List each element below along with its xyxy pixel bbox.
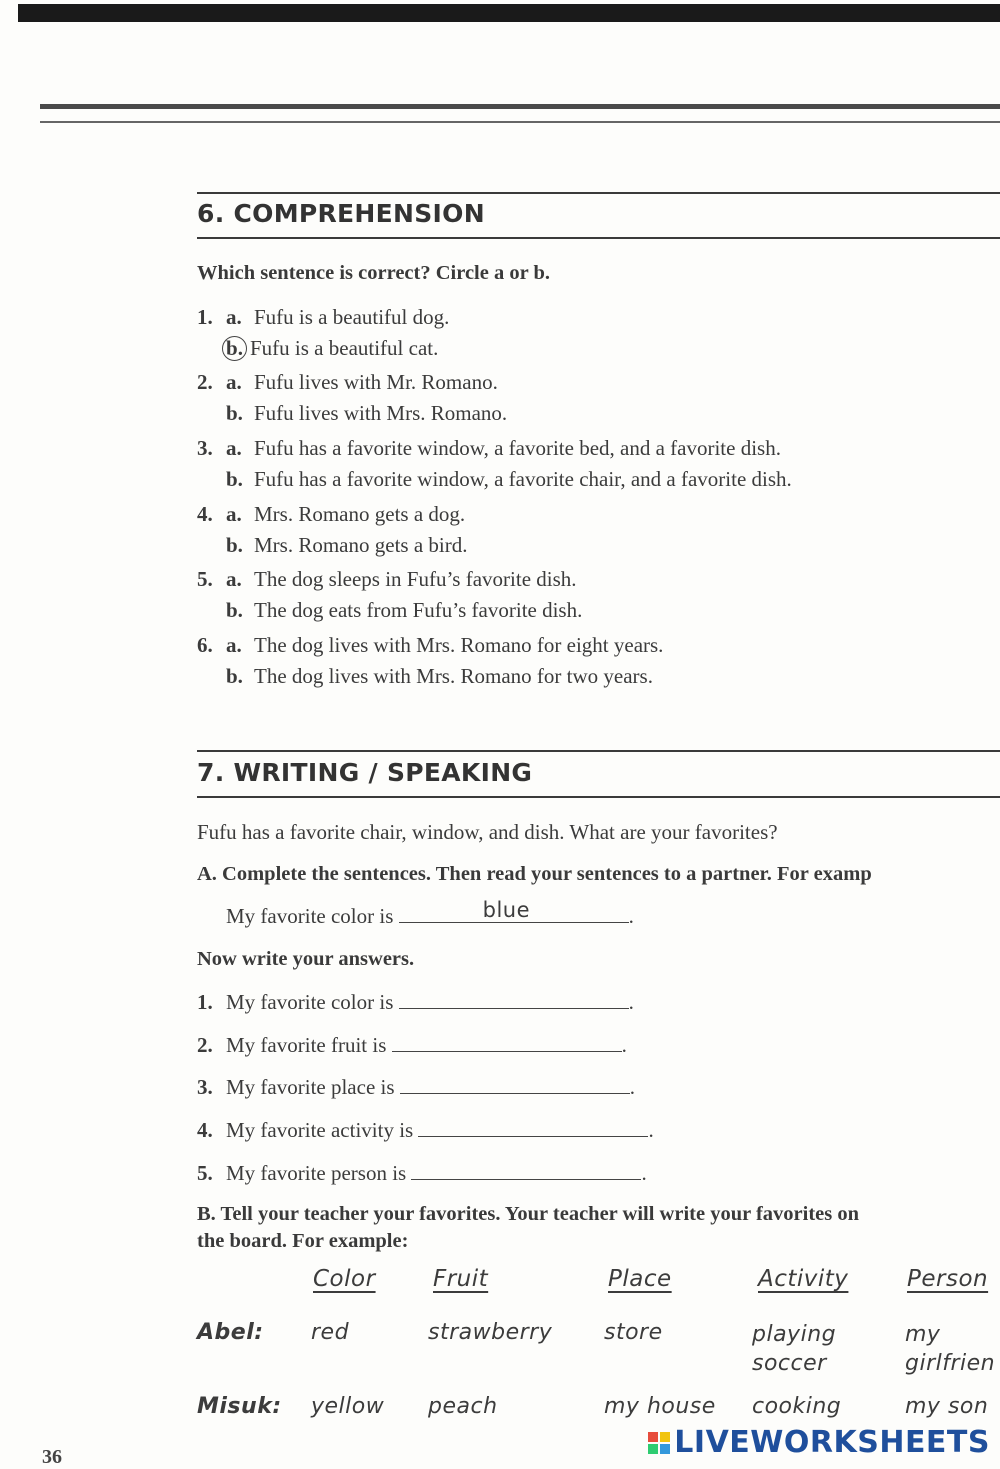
now-write-label: Now write your answers. (197, 948, 415, 970)
header-rule-thin (40, 121, 1000, 123)
question-6-b[interactable] (226, 664, 653, 689)
option-a-label: a. (226, 502, 242, 526)
option-a-text: Fufu has a favorite window, a favorite bed, and a favorite dish. (254, 436, 781, 460)
cell-misuk-color: yellow (311, 1394, 385, 1419)
header-activity: Activity (758, 1266, 849, 1292)
cell-abel-place: store (604, 1320, 663, 1345)
question-3-b[interactable] (226, 467, 792, 492)
option-b-text: Fufu has a favorite window, a favorite chair, and a favorite dish. (254, 467, 792, 491)
answer-row-activity: 4. My favorite activity is . (197, 1118, 654, 1142)
option-b-text: The dog lives with Mrs. Romano for two years. (254, 664, 653, 688)
cell-abel-color: red (311, 1320, 350, 1345)
option-a-label: a. (226, 436, 242, 460)
answer-row-place: 3. My favorite place is . (197, 1075, 636, 1099)
circled-answer-b: b. (222, 336, 247, 361)
question-4-a[interactable] (197, 502, 465, 527)
option-b-text: The dog eats from Fufu’s favorite dish. (254, 598, 583, 622)
question-1-b[interactable] (226, 336, 438, 361)
section7-bottom-rule (197, 796, 1000, 798)
section7-top-rule (197, 750, 1000, 752)
question-5-a[interactable] (197, 567, 577, 592)
liveworksheets-logo-icon (648, 1432, 670, 1454)
question-3-a[interactable] (197, 436, 781, 461)
answer-number: 4. (197, 1118, 213, 1142)
header-color: Color (313, 1266, 376, 1292)
question-5-b[interactable] (226, 598, 582, 623)
cell-misuk-person: my son (905, 1394, 989, 1419)
row-name-misuk: Misuk: (197, 1394, 282, 1419)
section6-bottom-rule (197, 237, 1000, 239)
top-border-bar (18, 4, 1000, 22)
answer-prompt: My favorite activity is (226, 1118, 414, 1142)
option-b-text: Fufu lives with Mrs. Romano. (254, 401, 508, 425)
question-1-a[interactable] (197, 305, 449, 330)
section6-title: 6. COMPREHENSION (197, 199, 485, 228)
option-b-label: b. (226, 401, 243, 425)
answer-row-color: 1. My favorite color is . (197, 990, 634, 1014)
option-a-label: a. (226, 633, 242, 657)
question-2-a[interactable] (197, 370, 498, 395)
row-name-abel: Abel: (197, 1320, 264, 1345)
answer-number: 3. (197, 1075, 213, 1099)
header-fruit: Fruit (433, 1266, 489, 1292)
question-number: 1. (197, 305, 213, 329)
question-number: 6. (197, 633, 213, 657)
option-b-text: Fufu is a beautiful cat. (250, 336, 439, 360)
answer-prompt: My favorite place is (226, 1075, 395, 1099)
cell-abel-person: my girlfrien (905, 1322, 996, 1376)
option-a-text: Fufu is a beautiful dog. (254, 305, 450, 329)
example-answer: blue (482, 898, 531, 922)
question-4-b[interactable] (226, 533, 467, 558)
section6-top-rule (197, 192, 1000, 194)
option-b-label: b. (226, 664, 243, 688)
answer-input-color[interactable] (399, 990, 629, 1009)
answer-prompt: My favorite fruit is (226, 1033, 387, 1057)
option-b-text: Mrs. Romano gets a bird. (254, 533, 468, 557)
cell-abel-fruit: strawberry (428, 1320, 553, 1345)
option-b-label: b. (226, 533, 243, 557)
cell-misuk-place: my house (604, 1394, 716, 1419)
partB-instruction-line1: B. Tell your teacher your favorites. Your teacher will write your favorites on (197, 1203, 859, 1225)
answer-input-place[interactable] (400, 1075, 630, 1094)
answer-prompt: My favorite color is (226, 990, 394, 1014)
page-number: 36 (42, 1446, 62, 1468)
option-a-label: a. (226, 567, 242, 591)
example-sentence (226, 898, 634, 929)
answer-row-fruit: 2. My favorite fruit is . (197, 1033, 627, 1057)
header-rule-thick (40, 104, 1000, 109)
cell-abel-activity: playing soccer (752, 1322, 837, 1376)
example-prefix: My favorite color is (226, 904, 394, 928)
option-a-text: Fufu lives with Mr. Romano. (254, 370, 498, 394)
example-period: . (628, 904, 634, 928)
partA-instruction: A. Complete the sentences. Then read your sentences to a partner. For examp (197, 863, 872, 885)
option-a-label: a. (226, 305, 242, 329)
section7-title: 7. WRITING / SPEAKING (197, 758, 533, 787)
section7-intro: Fufu has a favorite chair, window, and dish. What are your favorites? (197, 820, 778, 844)
option-a-text: The dog lives with Mrs. Romano for eight years. (254, 633, 664, 657)
answer-number: 2. (197, 1033, 213, 1057)
answer-number: 5. (197, 1161, 213, 1185)
option-b-label: b. (226, 467, 243, 491)
example-blank (399, 898, 629, 923)
option-a-text: The dog sleeps in Fufu’s favorite dish. (254, 567, 577, 591)
cell-misuk-fruit: peach (428, 1394, 498, 1419)
option-a-label: a. (226, 370, 242, 394)
option-b-label: b. (226, 598, 243, 622)
liveworksheets-logo (648, 1425, 990, 1460)
answer-input-person[interactable] (411, 1161, 641, 1180)
question-number: 3. (197, 436, 213, 460)
answer-number: 1. (197, 990, 213, 1014)
header-place: Place (608, 1266, 672, 1292)
answer-input-activity[interactable] (418, 1118, 648, 1137)
header-person: Person (907, 1266, 989, 1292)
cell-misuk-activity: cooking (752, 1394, 842, 1419)
answer-prompt: My favorite person is (226, 1161, 407, 1185)
question-number: 2. (197, 370, 213, 394)
answer-input-fruit[interactable] (392, 1033, 622, 1052)
answer-row-person: 5. My favorite person is . (197, 1161, 647, 1185)
question-number: 5. (197, 567, 213, 591)
question-6-a[interactable] (197, 633, 663, 658)
section6-instruction: Which sentence is correct? Circle a or b. (197, 262, 550, 284)
question-number: 4. (197, 502, 213, 526)
partB-instruction-line2: the board. For example: (197, 1230, 409, 1252)
question-2-b[interactable] (226, 401, 507, 426)
option-a-text: Mrs. Romano gets a dog. (254, 502, 466, 526)
liveworksheets-logo-text: LIVEWORKSHEETS (674, 1425, 990, 1460)
